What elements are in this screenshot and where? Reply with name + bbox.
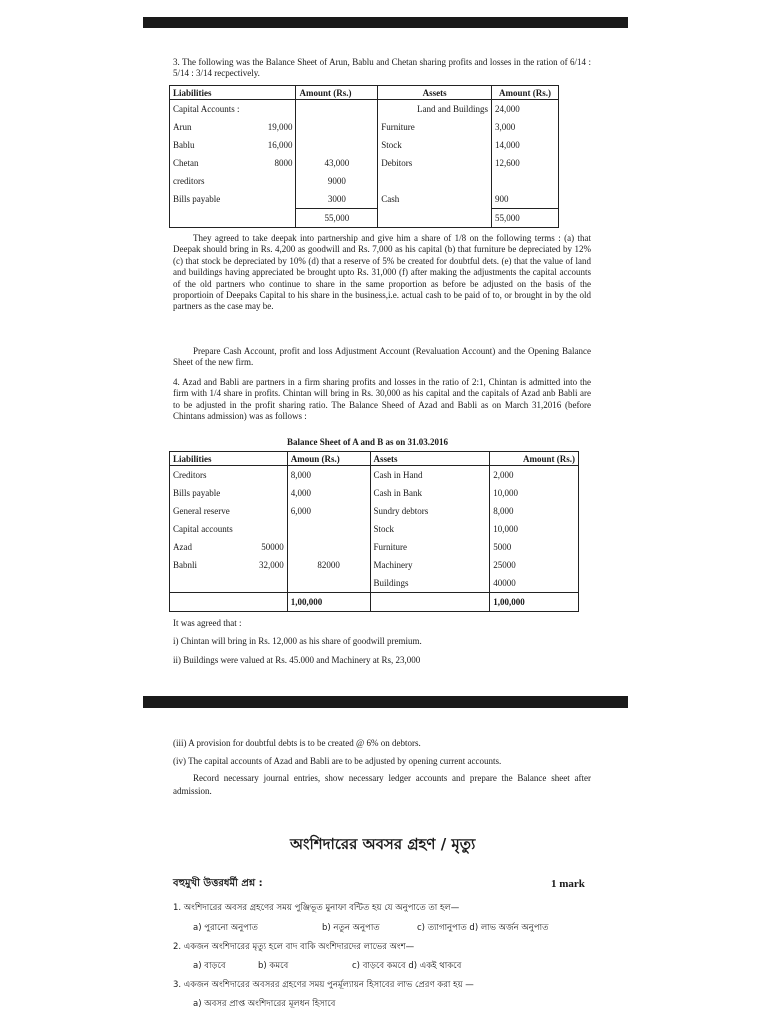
cell-liability bbox=[170, 209, 296, 228]
q4-intro: 4. Azad and Babli are partners in a firm sharing profits and losses in the ratio of 2:1, Chintan is admitted into the firm with 1/4 share in profits. Chintan will bring in Rs. 30,000 as his capital and the capitals of Azad anb Babli are to be adjusted in the profit sharing ratio. The Balance Sheed of Azad and Babli as on March 31,2016 (before Chintans admission) was as follows : bbox=[173, 377, 591, 422]
header-liabilities: Liabilities bbox=[170, 452, 288, 466]
cell-amount bbox=[287, 520, 370, 538]
cell-amount: 8,000 bbox=[287, 466, 370, 485]
table-row bbox=[170, 154, 559, 172]
page-break-bar bbox=[143, 696, 628, 708]
cell-amount: 6,000 bbox=[287, 502, 370, 520]
cell-total: 1,00,000 bbox=[287, 593, 370, 612]
q4-term-2: ii) Buildings were valued at Rs. 45.000 and Machinery at Rs, 23,000 bbox=[173, 655, 421, 665]
header-amount: Amount (Rs.) bbox=[490, 452, 579, 466]
cell-asset bbox=[378, 209, 492, 228]
cell-amount: 25000 bbox=[490, 556, 579, 574]
cell-asset: Cash in Bank bbox=[370, 484, 490, 502]
cell-asset: Stock bbox=[370, 520, 490, 538]
q4-term-1: i) Chintan will bring in Rs. 12,000 as his share of goodwill premium. bbox=[173, 636, 422, 646]
q3-balance-sheet-table bbox=[169, 85, 559, 228]
mcq-question-1: 1. অংশিদারের অবসর গ্রহণের সময় পুঞ্জিভূত মুনাফা বন্টিত হয় যে অনুপাতে তা হল— bbox=[173, 903, 460, 913]
header-assets: Assets bbox=[378, 86, 492, 100]
table-total-row bbox=[170, 593, 579, 612]
cell-liability: Capital Accounts : bbox=[170, 100, 296, 119]
q4-term-3: (iii) A provision for doubtful debts is to be created @ 6% on debtors. bbox=[173, 738, 421, 748]
cell-amount: 8,000 bbox=[490, 502, 579, 520]
header-amount: Amount (Rs.) bbox=[296, 86, 378, 100]
cell-amount bbox=[287, 574, 370, 593]
cell-asset: Furniture bbox=[370, 538, 490, 556]
cell-amount: 900 bbox=[492, 190, 559, 209]
cell-asset: Stock bbox=[378, 136, 492, 154]
cell-asset: Sundry debtors bbox=[370, 502, 490, 520]
mcq-q2-option-cd: c) বাড়বে কমবে d) একই থাকবে bbox=[352, 961, 462, 971]
cell-amount: 2,000 bbox=[490, 466, 579, 485]
table-row bbox=[170, 466, 579, 485]
cell-amount: 12,600 bbox=[492, 154, 559, 172]
mcq-q1-option-cd: c) ত্যাগানুপাত d) লাভ অর্জন অনুপাত bbox=[417, 923, 549, 933]
cell-liability: Bablu bbox=[170, 136, 258, 154]
cell-amount: 14,000 bbox=[492, 136, 559, 154]
cell-asset: Machinery bbox=[370, 556, 490, 574]
table-row bbox=[170, 556, 579, 574]
cell-amount: 4,000 bbox=[287, 484, 370, 502]
cell-sub-amount: 32,000 bbox=[258, 560, 284, 570]
cell-amount bbox=[492, 172, 559, 190]
cell-liability: Chetan bbox=[170, 154, 258, 172]
cell-liability bbox=[170, 574, 288, 593]
cell-liability: Creditors bbox=[170, 466, 288, 485]
q3-terms-paragraph: They agreed to take deepak into partnership and give him a share of 1/8 on the following terms : (a) that Deepak should bring in Rs. 4,200 as goodwill and Rs. 7,000 as his capital (b) that furniture be depreciated by 12% (c) that stock be depreciated by 10% (d) that a reserve of 5% be created for doubtful dets. (e) that the value of land and buildings having appreciated be brought upto Rs. 31,000 (f) after making the adjustments the capital accounts of the old partners who continue to share in the same proportion as before be adjusted on the basis of the proportioin of Deepaks Capital to his share in the business,i.e. actual cash to be paid of to, or brought in by the old partners as the case may be. bbox=[173, 233, 591, 312]
cell-asset: Cash bbox=[378, 190, 492, 209]
cell-amount bbox=[287, 538, 370, 556]
cell-liability: Capital accounts bbox=[170, 520, 288, 538]
q3-instruction: Prepare Cash Account, profit and loss Adjustment Account (Revaluation Account) and the Opening Balance Sheet of the new firm. bbox=[173, 346, 591, 368]
table-row bbox=[170, 520, 579, 538]
header-assets: Assets bbox=[370, 452, 490, 466]
q4-table-title: Balance Sheet of A and B as on 31.03.2016 bbox=[287, 437, 449, 447]
mcq-question-3: 3. একজন অংশিদারের অবসরর গ্রহণের সময় পুনর্মূল্যায়ন হিসাবের লাভ প্রেরণ করা হয় — bbox=[173, 980, 474, 990]
cell-asset: Debitors bbox=[378, 154, 492, 172]
cell-amount bbox=[296, 100, 378, 119]
cell-asset: Furniture bbox=[378, 118, 492, 136]
cell-sub-amount: 19,000 bbox=[267, 122, 293, 132]
table-row bbox=[170, 100, 559, 119]
top-divider-bar bbox=[143, 17, 628, 28]
section-heading: অংশিদারের অবসর গ্রহণ / মৃত্যু bbox=[290, 835, 476, 853]
cell-amount: 40000 bbox=[490, 574, 579, 593]
q4-balance-sheet-table bbox=[169, 451, 579, 612]
table-row bbox=[170, 484, 579, 502]
cell-total: 55,000 bbox=[492, 209, 559, 228]
cell-liability: Azad bbox=[170, 538, 253, 556]
cell-asset: Land and Buildings bbox=[378, 100, 492, 119]
cell-liability: Bills payable bbox=[170, 190, 296, 209]
cell-amount bbox=[296, 118, 378, 136]
cell-total: 1,00,000 bbox=[490, 593, 579, 612]
table-row bbox=[170, 574, 579, 593]
mcq-q2-option-b: b) কমবে bbox=[258, 961, 289, 971]
cell-amount: 10,000 bbox=[490, 484, 579, 502]
cell-asset: Buildings bbox=[370, 574, 490, 593]
cell-amount: 43,000 bbox=[296, 154, 378, 172]
marks-label: 1 mark bbox=[551, 878, 585, 890]
mcq-q1-option-b: b) নতুন অনুপাত bbox=[322, 923, 380, 933]
table-row bbox=[170, 118, 559, 136]
table-total-row bbox=[170, 209, 559, 228]
table-row bbox=[170, 136, 559, 154]
q4-agreed-label: It was agreed that : bbox=[173, 618, 242, 628]
q4-closing-instruction: Record necessary journal entries, show necessary ledger accounts and prepare the Balance sheet after admission. bbox=[173, 773, 591, 796]
mcq-q1-option-a: a) পুরানো অনুপাত bbox=[193, 923, 258, 933]
cell-asset: Cash in Hand bbox=[370, 466, 490, 485]
mcq-label: বহুমুখী উত্তরধর্মী প্রশ্ন : bbox=[173, 878, 263, 889]
cell-amount: 5000 bbox=[490, 538, 579, 556]
mcq-question-2: 2. একজন অংশিদারের মৃত্যু হলে বাদ বাকি অংশিদারদের লাভের অংশ— bbox=[173, 942, 415, 952]
cell-liability: Bills payable bbox=[170, 484, 288, 502]
header-amount: Amoun (Rs.) bbox=[287, 452, 370, 466]
cell-amount: 82000 bbox=[287, 556, 370, 574]
header-liabilities: Liabilities bbox=[170, 86, 296, 100]
q4-term-4: (iv) The capital accounts of Azad and Babli are to be adjusted by opening current accounts. bbox=[173, 756, 502, 766]
cell-amount: 10,000 bbox=[490, 520, 579, 538]
cell-asset bbox=[378, 172, 492, 190]
table-header-row bbox=[170, 452, 579, 466]
table-row bbox=[170, 538, 579, 556]
cell-amount: 3,000 bbox=[492, 118, 559, 136]
table-header-row bbox=[170, 86, 559, 100]
cell-total: 55,000 bbox=[296, 209, 378, 228]
table-row bbox=[170, 172, 559, 190]
cell-amount: 24,000 bbox=[492, 100, 559, 119]
cell-sub-amount: 16,000 bbox=[267, 140, 293, 150]
cell-amount: 9000 bbox=[296, 172, 378, 190]
cell-amount bbox=[296, 136, 378, 154]
cell-asset bbox=[370, 593, 490, 612]
cell-liability: Arun bbox=[170, 118, 258, 136]
cell-sub-amount: 8000 bbox=[274, 158, 293, 168]
cell-liability: creditors bbox=[170, 172, 296, 190]
mcq-q2-option-a: a) বাড়বে bbox=[193, 961, 226, 971]
table-row bbox=[170, 502, 579, 520]
header-amount: Amount (Rs.) bbox=[492, 86, 559, 100]
cell-liability bbox=[170, 593, 288, 612]
cell-amount: 3000 bbox=[296, 190, 378, 209]
mcq-q3-option-a: a) অবসর প্রাপ্ত অংশিদারের মূলধন হিসাবে bbox=[193, 999, 336, 1009]
cell-liability: Babnli bbox=[170, 556, 253, 574]
q3-intro: 3. The following was the Balance Sheet of Arun, Bablu and Chetan sharing profits and losses in the ration of 6/14 : 5/14 : 3/14 recpectively. bbox=[173, 57, 591, 79]
table-row bbox=[170, 190, 559, 209]
cell-liability: General reserve bbox=[170, 502, 288, 520]
cell-sub-amount: 50000 bbox=[261, 542, 284, 552]
